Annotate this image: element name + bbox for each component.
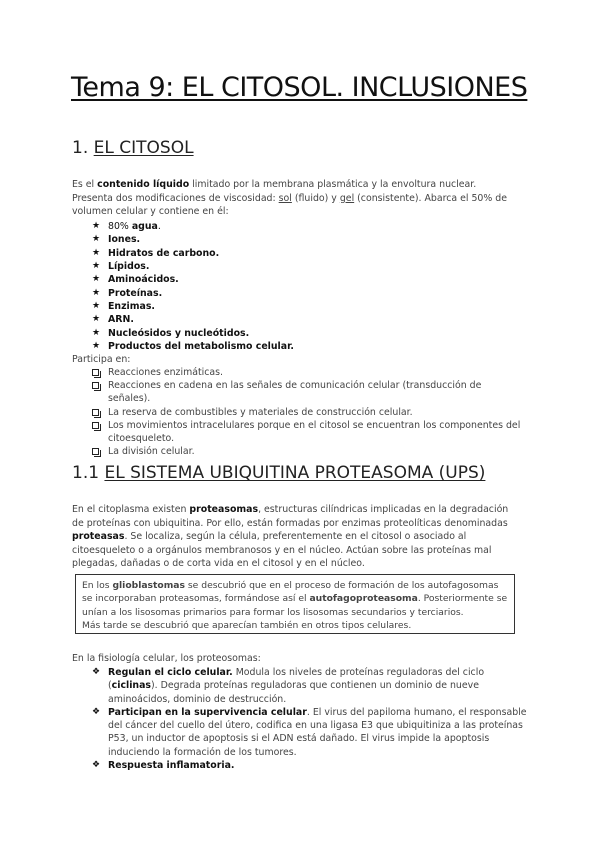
underlined-term: sol (278, 192, 292, 204)
item-text: . (157, 221, 161, 232)
checkbox-bullet-icon (92, 448, 99, 455)
ups-paragraph (72, 503, 517, 571)
participa-label: Participa en: (72, 354, 131, 365)
list-item (92, 327, 294, 340)
star-bullet-icon: ★ (92, 341, 101, 352)
item-text: Reacciones enzimáticas. (108, 367, 223, 378)
list-item (92, 759, 532, 772)
section-number: 1.1 (72, 463, 100, 483)
item-text: Lípidos. (108, 261, 150, 273)
list-item (92, 220, 294, 233)
item-text: . El virus del papiloma humano, el responsable del cáncer del cuello del útero, codifica en una ligasa E3 que ubiquitiniza a las proteínas P53, un inductor de apoptosis si el ADN está dañado. El virus impide la apoptosis induciendo la formación de los tumores. (108, 706, 527, 758)
list-item (92, 706, 532, 759)
text-run: . Posteriormente se unían a los lisosomas primarios para formar los lisosomas secundarios y terciarios. (82, 593, 508, 618)
text-run: (fluido) y (291, 192, 340, 204)
diamond-bullet-icon: ❖ (92, 667, 101, 677)
proteasome-functions-list (92, 666, 532, 772)
bold-term: agua (131, 221, 158, 232)
list-item (92, 366, 522, 379)
star-bullet-icon: ★ (92, 234, 101, 245)
item-text: Nucleósidos y nucleótidos. (108, 327, 250, 339)
list-item (92, 287, 294, 300)
text-run: Es el (72, 179, 98, 190)
item-text: La división celular. (108, 446, 195, 458)
star-bullet-icon: ★ (92, 261, 101, 272)
section-title: EL CITOSOL (93, 138, 194, 158)
item-text: Proteínas. (108, 287, 163, 299)
bold-term: proteasas (72, 531, 125, 543)
checkbox-bullet-icon (92, 382, 99, 389)
checkbox-bullet-icon (92, 369, 99, 376)
bold-term: contenido líquido (97, 179, 190, 190)
item-text: 80% (108, 221, 132, 232)
star-bullet-icon: ★ (92, 327, 101, 338)
section-heading-citosol (72, 138, 194, 158)
list-item (92, 445, 522, 458)
citosol-components-list (92, 220, 294, 353)
section-title: EL SISTEMA UBIQUITINA PROTEASOMA (UPS) (104, 463, 486, 483)
item-text: Hidratos de carbono. (108, 247, 220, 259)
participa-list (92, 366, 522, 458)
bold-term: ciclinas (111, 680, 152, 692)
bold-term: Participan en la supervivencia celular (108, 706, 307, 718)
list-item (92, 340, 294, 353)
item-text: Iones. (108, 234, 141, 246)
list-item (92, 260, 294, 273)
list-item (92, 406, 522, 419)
list-item (92, 313, 294, 326)
list-item (92, 273, 294, 286)
checkbox-bullet-icon (92, 422, 99, 429)
checkbox-bullet-icon (92, 409, 99, 416)
text-run: En el citoplasma existen (72, 504, 190, 515)
text-run: limitado por la membrana plasmática y la envoltura nuclear. Presenta dos modificaciones de viscosidad: (72, 179, 477, 204)
star-bullet-icon: ★ (92, 301, 101, 312)
text-run: (consistente). Abarca el 50% de volumen celular y contiene en él: (72, 192, 507, 218)
list-item (92, 247, 294, 260)
bold-term: Respuesta inflamatoria. (108, 760, 235, 772)
text-run: Más tarde se descubrió que aparecían también en otros tipos celulares. (82, 619, 412, 631)
text-run: . Se localiza, según la célula, preferentemente en el citosol o asociado al citoesqueleto o a orgánulos membranosos y en el núcleo. Actúan sobre las proteínas mal plegadas, dañadas o de corta vida en el citosol y en el núcleo. (72, 531, 492, 570)
citosol-intro-paragraph (72, 178, 517, 219)
item-text: La reserva de combustibles y materiales de construcción celular. (108, 406, 413, 418)
star-bullet-icon: ★ (92, 221, 101, 231)
text-run: En los (82, 580, 113, 591)
list-item (92, 379, 522, 405)
diamond-bullet-icon: ❖ (92, 706, 101, 717)
bold-term: glioblastomas (112, 580, 185, 591)
underlined-term: gel (339, 192, 355, 204)
list-item (92, 300, 294, 313)
bold-term: proteasomas (189, 504, 259, 515)
item-text: Aminoácidos. (108, 274, 179, 286)
text-run: , estructuras cilíndricas implicadas en la degradación de proteínas con ubiquitina. Por ello, están formadas por enzimas proteolíticas denominadas (72, 504, 509, 529)
item-text: ARN. (108, 314, 134, 326)
bold-term: Regulan el ciclo celular. (108, 667, 233, 678)
item-text: Los movimientos intracelulares porque en el citosol se encuentran los componentes del citoesqueleto. (108, 419, 521, 445)
item-text: ). Degrada proteínas reguladoras que contienen un dominio de nueve aminoácidos, dominio de destrucción. (108, 680, 479, 705)
fisiologia-label: En la fisiología celular, los proteosomas: (72, 653, 261, 664)
item-text: Enzimas. (108, 301, 155, 313)
star-bullet-icon: ★ (92, 274, 101, 285)
page-title: Tema 9: EL CITOSOL. INCLUSIONES (71, 72, 528, 103)
bold-term: autofagoproteasoma (309, 593, 418, 605)
star-bullet-icon: ★ (92, 287, 101, 298)
star-bullet-icon: ★ (92, 314, 101, 325)
section-number: 1. (72, 138, 89, 158)
diamond-bullet-icon: ❖ (92, 760, 101, 771)
item-text: Modula los niveles de proteínas reguladoras del ciclo ( (108, 667, 485, 692)
star-bullet-icon: ★ (92, 247, 101, 258)
list-item (92, 233, 294, 246)
list-item (92, 419, 522, 445)
text-run: se descubrió que en el proceso de formación de los autofagosomas se incorporaban proteasomas, formándose así el (82, 580, 499, 605)
list-item (92, 666, 532, 706)
item-text: Reacciones en cadena en las señales de comunicación celular (transducción de señales). (108, 380, 482, 405)
glioblastoma-note-box (75, 574, 515, 634)
section-heading-ups (72, 463, 485, 483)
item-text: Productos del metabolismo celular. (108, 341, 294, 353)
